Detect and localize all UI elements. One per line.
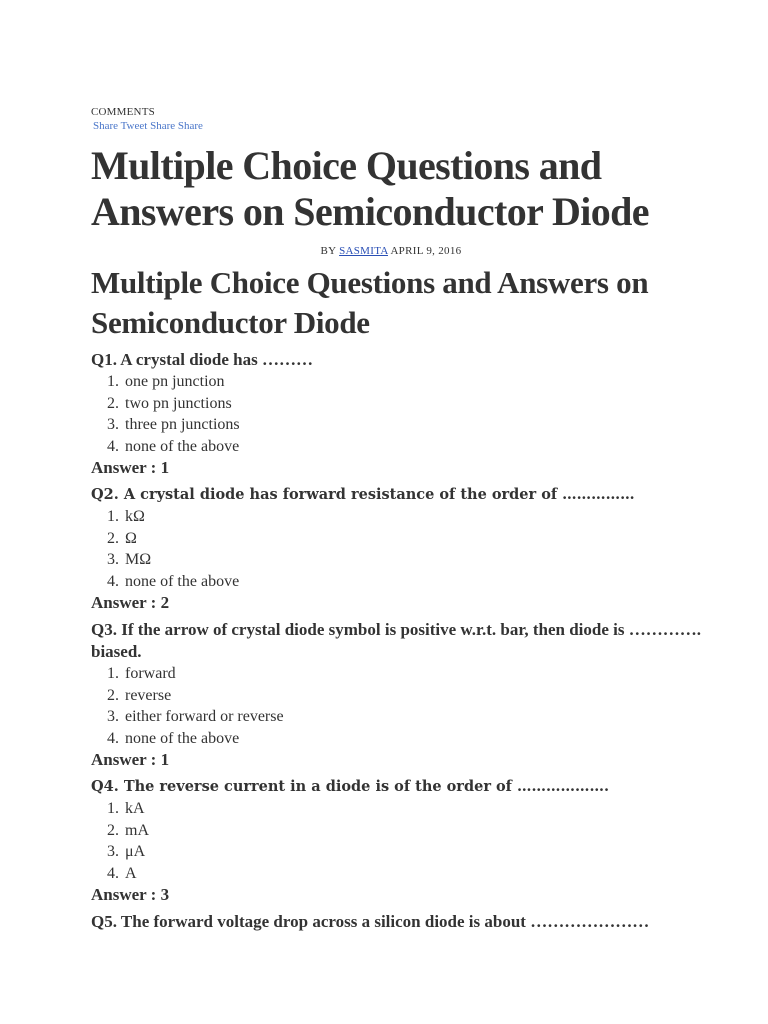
list-item: 2. Ω bbox=[107, 529, 137, 547]
byline bbox=[91, 245, 731, 257]
answer-1: Answer : 1 bbox=[91, 458, 170, 477]
comments-label: COMMENTS bbox=[91, 106, 155, 118]
answer-3: Answer : 1 bbox=[91, 750, 170, 769]
list-item: 4. none of the above bbox=[107, 572, 240, 590]
question-3: Q3. If the arrow of crystal diode symbol is positive w.r.t. bar, then diode is …………. biased. bbox=[91, 620, 701, 661]
article bbox=[91, 106, 731, 933]
article-heading: Multiple Choice Questions and Answers on Semiconductor Diode bbox=[91, 265, 649, 340]
share-link-2[interactable]: Share bbox=[150, 120, 176, 132]
tweet-link[interactable]: Tweet bbox=[120, 120, 148, 132]
question-1: Q1. A crystal diode has ……… bbox=[91, 350, 313, 369]
list-item: 1. forward bbox=[107, 665, 176, 682]
options-list-4 bbox=[91, 798, 731, 884]
share-link-1[interactable]: Share bbox=[93, 120, 119, 132]
options-list-1 bbox=[91, 371, 731, 457]
byline-by: BY bbox=[320, 245, 337, 257]
list-item: 3. three pn junctions bbox=[107, 416, 240, 433]
question-5: Q5. The forward voltage drop across a silicon diode is about ………………… bbox=[91, 912, 650, 931]
list-item: 2. reverse bbox=[107, 686, 172, 704]
list-item: 2. mA bbox=[107, 821, 149, 839]
list-item: 1. kΩ bbox=[107, 508, 145, 525]
page-title: Multiple Choice Questions and Answers on Semiconductor Diode bbox=[91, 143, 649, 234]
answer-4: Answer : 3 bbox=[91, 885, 170, 904]
share-link-3[interactable]: Share bbox=[177, 120, 203, 132]
list-item: 4. none of the above bbox=[107, 729, 240, 747]
list-item: 1. kA bbox=[107, 800, 145, 817]
options-list-2 bbox=[91, 506, 731, 592]
author-link[interactable]: SASMITA bbox=[339, 245, 388, 257]
options-list-3 bbox=[91, 663, 731, 749]
list-item: 3. either forward or reverse bbox=[107, 708, 284, 725]
question-4: Q4. The reverse current in a diode is of the order of ………………. bbox=[91, 778, 610, 795]
list-item: 1. one pn junction bbox=[107, 373, 225, 390]
list-item: 4. none of the above bbox=[107, 437, 240, 455]
answer-2: Answer : 2 bbox=[91, 593, 170, 612]
list-item: 3. MΩ bbox=[107, 551, 152, 568]
byline-date: APRIL 9, 2016 bbox=[390, 245, 462, 257]
list-item: 2. two pn junctions bbox=[107, 394, 232, 412]
list-item: 4. A bbox=[107, 864, 137, 882]
question-2: Q2. A crystal diode has forward resistance of the order of …………… bbox=[91, 486, 635, 503]
list-item: 3. μA bbox=[107, 843, 146, 860]
share-links bbox=[93, 119, 731, 133]
